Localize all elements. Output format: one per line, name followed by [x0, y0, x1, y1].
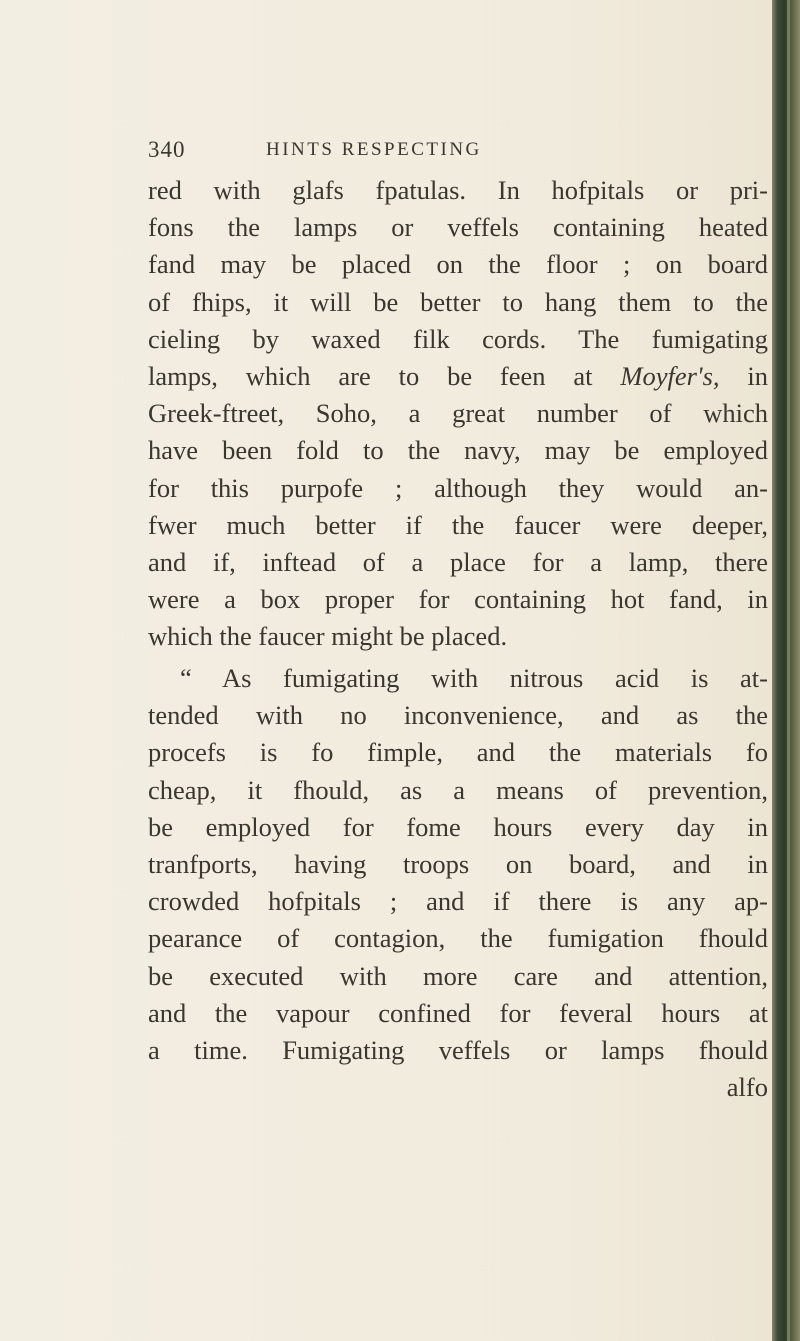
paragraph-2	[148, 660, 768, 1106]
text-line: “ As fumigating with nitrous acid is at-	[180, 663, 768, 693]
text-line: cieling by waxed filk cords. The fumigating	[148, 323, 768, 354]
text-line: and the vapour confined for feveral hours at	[148, 997, 768, 1028]
running-head	[148, 137, 568, 177]
text-line: crowded hofpitals ; and if there is any ap-	[148, 886, 768, 917]
text-line-with-italic	[148, 358, 768, 395]
binding-highlight	[787, 0, 790, 1341]
text-line: procefs is fo fimple, and the materials fo	[148, 737, 768, 768]
text-line: cheap, it fhould, as a means of prevention,	[148, 774, 768, 805]
paragraph-1	[148, 172, 768, 655]
text-line: which the faucer might be placed.	[148, 621, 508, 652]
page-number: 340	[148, 137, 186, 162]
text-line: tranfports, having troops on board, and in	[148, 848, 768, 879]
text-line: of fhips, it will be better to hang them to the	[148, 286, 768, 317]
text-line: fwer much better if the faucer were deeper,	[148, 509, 768, 540]
text-line: for this purpofe ; although they would an-	[148, 472, 768, 503]
text-line: and if, inftead of a place for a lamp, there	[148, 546, 768, 577]
text-line: Greek-ftreet, Soho, a great number of which	[148, 398, 768, 429]
text-line: fand may be placed on the floor ; on board	[148, 249, 768, 280]
text-line: tended with no inconvenience, and as the	[148, 700, 768, 731]
catchword: alfo	[726, 1072, 768, 1103]
text-line: fons the lamps or veffels containing heated	[148, 212, 768, 243]
text-line: a time. Fumigating veffels or lamps fhould	[148, 1034, 768, 1065]
text-line: be employed for fome hours every day in	[148, 811, 768, 842]
text-line: be executed with more care and attention,	[148, 960, 768, 991]
book-binding-edge	[772, 0, 800, 1341]
running-title: HINTS RESPECTING	[266, 139, 482, 160]
text-segment: in	[719, 360, 768, 391]
text-segment: lamps, which are to be feen at	[148, 360, 621, 391]
text-line: red with glafs fpatulas. In hofpitals or pri-	[148, 175, 768, 205]
text-line: pearance of contagion, the fumigation fhould	[148, 923, 768, 954]
text-line: have been fold to the navy, may be employed	[148, 435, 768, 466]
italic-name: Moyfer's,	[620, 360, 720, 391]
text-line: were a box proper for containing hot fand, in	[148, 584, 768, 615]
